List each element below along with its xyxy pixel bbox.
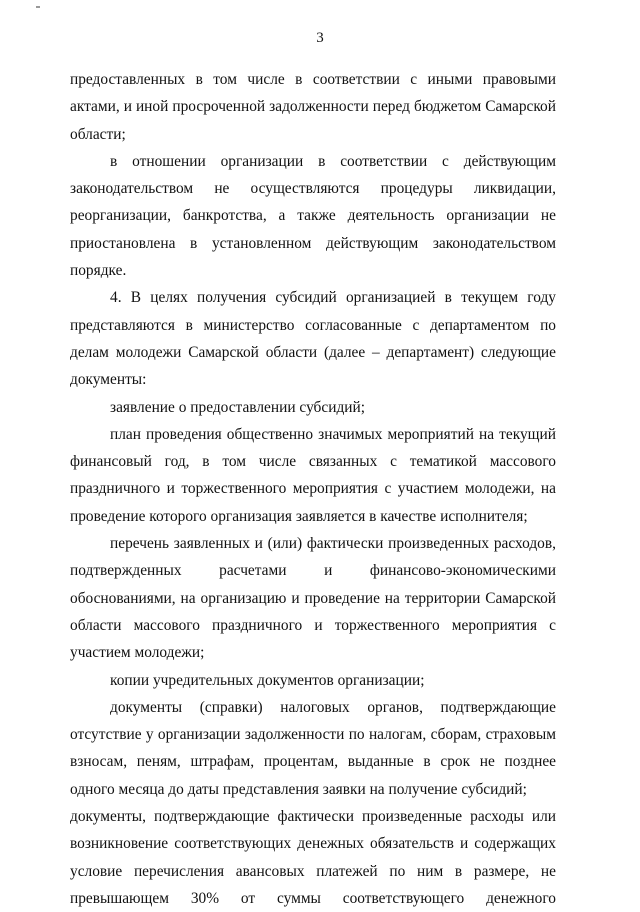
paragraph-no-liquidation: в отношении организации в соответствии с действующим законодательством не осуществляются процедуры ликвидации, реорганизации, банкротства, а также деятельность организации не приостановлена в установленном действующим законодательством порядке. — [70, 152, 556, 280]
list-item-event-plan: план проведения общественно значимых мероприятий на текущий финансовый год, в том числе связанных с тематикой массового праздничного и торжественного мероприятия с участием молодежи, на проведение которого организация заявляется в качестве исполнителя; — [70, 425, 556, 525]
paragraph-continuation: предоставленных в том числе в соответствии с иными правовыми актами, и иной просроченной задолженности перед бюджетом Самарской области; — [70, 71, 556, 143]
list-item-tax-certificates: документы (справки) налоговых органов, подтверждающие отсутствие у организации задолженности по налогам, сборам, страховым взносам, пеням, штрафам, процентам, выданные в срок не позднее одного месяца до даты представления заявки на получение субсидий; — [70, 698, 556, 798]
list-item-expense-documents: документы, подтверждающие фактически произведенные расходы или возникновение соответствующих денежных обязательств и содержащих условие перечисления авансовых платежей по ним в размере, не превышающем 30% от суммы соответствующего денежного — [70, 808, 556, 907]
list-item-application: заявление о предоставлении субсидий; — [110, 398, 366, 416]
paragraph-item-4: 4. В целях получения субсидий организацией в текущем году представляются в министерство согласованные с департаментом по делам молодежи Самарской области (далее – департамент) следующие документы: — [70, 289, 556, 389]
document-body — [70, 66, 556, 912]
scan-mark — [36, 6, 40, 8]
page-number: 3 — [316, 30, 324, 46]
list-item-founding-documents: копии учредительных документов организации; — [110, 671, 425, 689]
list-item-expense-list: перечень заявленных и (или) фактически произведенных расходов, подтвержденных расчетами и финансово-экономическими обоснованиями, на организацию и проведение на территории Самарской области массового праздничного и торжественного мероприятия с участием молодежи; — [70, 535, 556, 662]
